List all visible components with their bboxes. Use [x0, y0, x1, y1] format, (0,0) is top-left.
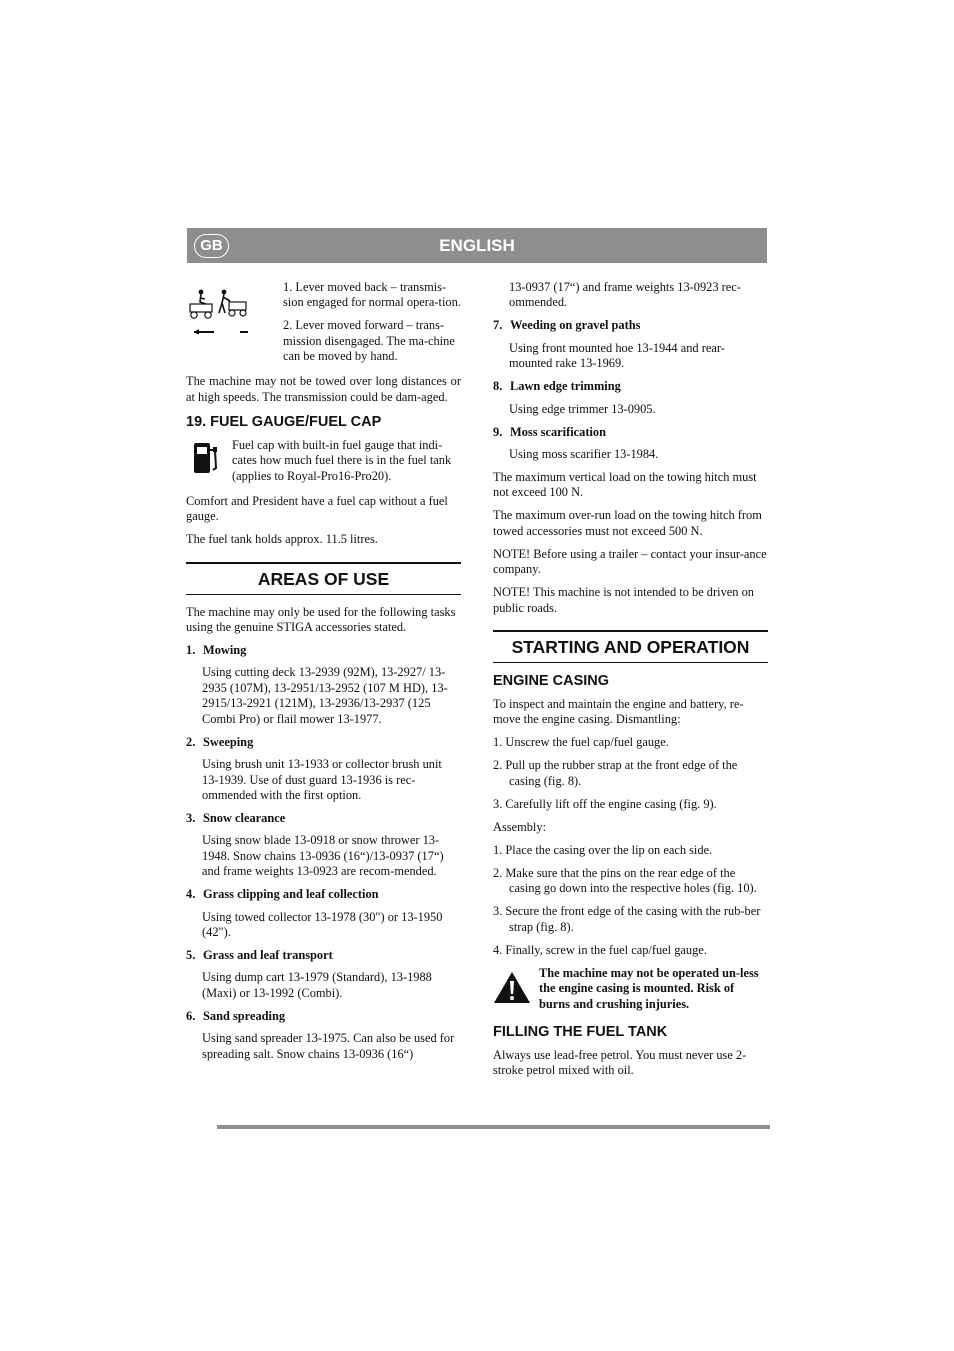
use-item-title: 1. Mowing: [186, 643, 247, 658]
tractor-towing-icon: [186, 280, 283, 372]
public-roads-note: NOTE! This machine is not intended to be driven on public roads.: [493, 585, 754, 615]
use-item-title: 4. Grass clipping and leaf collection: [186, 887, 379, 902]
use-item-continuation: 13-0937 (17“) and frame weights 13-0923 rec-ommended.: [509, 280, 741, 310]
fuel-pump-icon: [186, 438, 232, 492]
use-item-text: Using dump cart 13-1979 (Standard), 13-1988 (Maxi) or 13-1992 (Combi).: [202, 970, 432, 1000]
engine-casing-heading: ENGINE CASING: [493, 673, 610, 690]
footer-rule: [217, 1125, 770, 1129]
use-item-title: 7. Weeding on gravel paths: [493, 318, 641, 333]
left-column: [186, 280, 461, 1070]
use-item-text: Using front mounted hoe 13-1944 and rear-mounted rake 13-1969.: [509, 340, 725, 371]
engine-casing-intro: To inspect and maintain the engine and battery, re-move the engine casing. Dismantling:: [493, 697, 744, 727]
language-title: ENGLISH: [439, 236, 515, 255]
gb-language-badge: GB: [194, 234, 229, 258]
assembly-step: 2. Make sure that the pins on the rear edge of the casing go down into the respective holes (fig. 10).: [493, 865, 757, 896]
fuel-gauge-heading: 19. FUEL GAUGE/FUEL CAP: [186, 414, 382, 431]
areas-intro: The machine may only be used for the following tasks using the genuine STIGA accessories stated.: [186, 604, 456, 635]
use-item-text: Using sand spreader 13-1975. Can also be used for spreading salt. Snow chains 13-0936 (16“): [202, 1031, 455, 1061]
towing-note: The machine may not be towed over long distances or at high speeds. The transmission could be dam-aged.: [186, 374, 461, 404]
lever-item-1: 1. Lever moved back – transmis-sion engaged for normal opera-tion.: [283, 280, 461, 310]
dismantling-step: 2. Pull up the rubber strap at the front edge of the casing (fig. 8).: [493, 758, 738, 788]
warning-triangle-icon: [493, 966, 539, 1020]
use-item-title: 6. Sand spreading: [186, 1008, 286, 1023]
overrun-load-note: The maximum over-run load on the towing hitch from towed accessories must not exceed 500 N.: [493, 508, 762, 538]
assembly-step: 4. Finally, screw in the fuel cap/fuel gauge.: [493, 942, 707, 957]
dismantling-step: 3. Carefully lift off the engine casing (fig. 9).: [493, 796, 717, 811]
dismantling-step: 1. Unscrew the fuel cap/fuel gauge.: [493, 735, 669, 750]
use-item-text: Using snow blade 13-0918 or snow thrower 13-1948. Snow chains 13-0936 (16“)/13-0937 (17“) and frame weights 13-0923 are recom-mended.: [202, 833, 444, 879]
filling-fuel-heading: FILLING THE FUEL TANK: [493, 1023, 668, 1040]
warning-text: The machine may not be operated un-less the engine casing is mounted. Risk of burns and crushing injuries.: [539, 965, 759, 1011]
lever-description: [283, 280, 461, 372]
assembly-step: 3. Secure the front edge of the casing with the rub-ber strap (fig. 8).: [493, 904, 761, 934]
lever-item-2: 2. Lever moved forward – trans-mission disengaged. The ma-chine can be moved by hand.: [283, 318, 455, 364]
right-column: [493, 280, 768, 1086]
use-item-text: Using moss scarifier 13-1984.: [509, 447, 659, 462]
use-item-title: 9. Moss scarification: [493, 424, 607, 439]
warning-box: [493, 966, 768, 1020]
use-item-text: Using towed collector 13-1978 (30") or 13-1950 (42").: [202, 909, 443, 939]
fuel-gauge-section: [186, 438, 461, 492]
lever-section: [186, 280, 461, 372]
trailer-note: NOTE! Before using a trailer – contact your insur-ance company.: [493, 546, 767, 577]
use-item-title: 5. Grass and leaf transport: [186, 947, 333, 962]
filling-fuel-text: Always use lead-free petrol. You must never use 2-stroke petrol mixed with oil.: [493, 1047, 747, 1077]
use-item-text: Using cutting deck 13-2939 (92M), 13-2927/ 13-2935 (107M), 13-2951/13-2952 (107 M HD), 13-2915/13-2921 (121M), 13-2936/13-2937 (125 Combi Pro) or flail mower 13-1977.: [202, 665, 448, 726]
fuel-gauge-text: Fuel cap with built-in fuel gauge that indi-cates how much fuel there is in the fuel tank (applies to Royal-Pro16-Pro20).: [232, 438, 452, 483]
vertical-load-note: The maximum vertical load on the towing hitch must not exceed 100 N.: [493, 470, 757, 500]
use-item-title: 3. Snow clearance: [186, 810, 286, 825]
use-item-title: 8. Lawn edge trimming: [493, 379, 621, 394]
use-item-text: Using brush unit 13-1933 or collector brush unit 13-1939. Use of dust guard 13-1936 is rec-ommended with the first option.: [202, 757, 442, 802]
fuel-tank-capacity: The fuel tank holds approx. 11.5 litres.: [186, 532, 378, 547]
use-item-title: 2. Sweeping: [186, 734, 254, 749]
starting-operation-heading: STARTING AND OPERATION: [493, 630, 768, 663]
assembly-label: Assembly:: [493, 819, 547, 834]
use-item-text: Using edge trimmer 13-0905.: [509, 401, 656, 416]
assembly-step: 1. Place the casing over the lip on each side.: [493, 842, 713, 857]
areas-of-use-heading: AREAS OF USE: [186, 562, 461, 595]
language-header-bar: [187, 228, 767, 263]
fuel-cap-note: Comfort and President have a fuel cap without a fuel gauge.: [186, 493, 448, 524]
